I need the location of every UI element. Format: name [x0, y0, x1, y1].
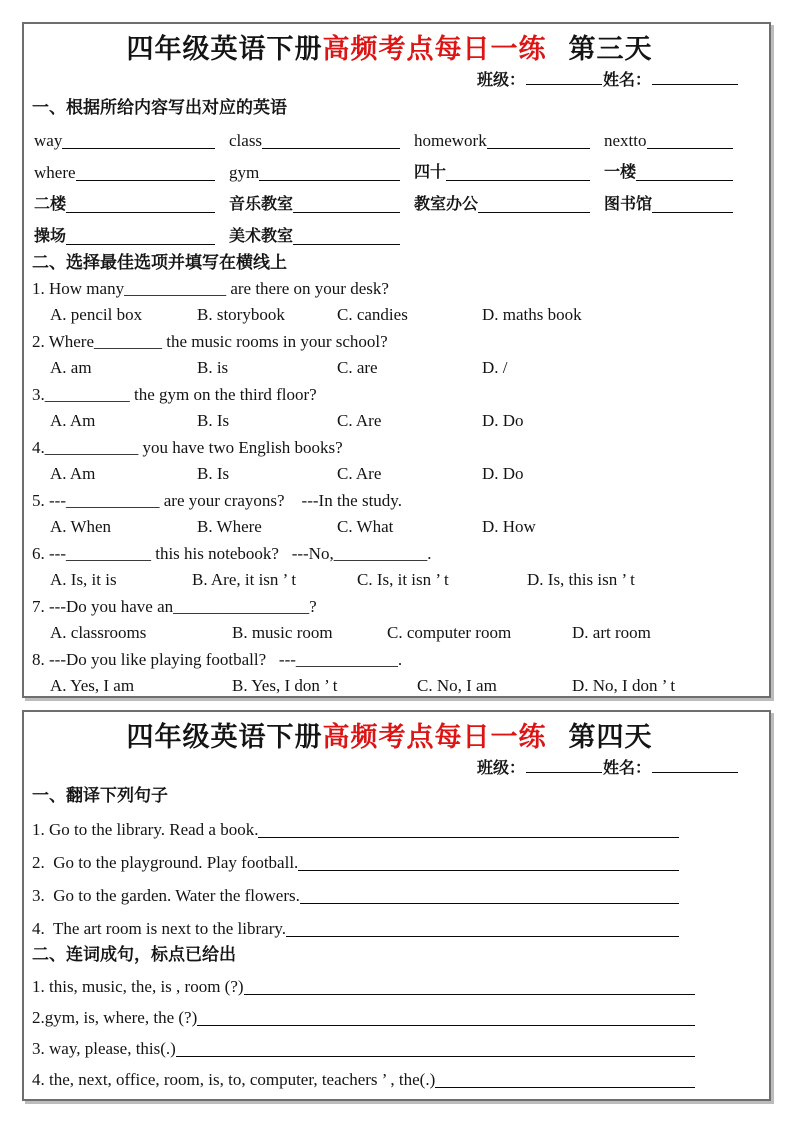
sentence-item: [32, 907, 747, 940]
answer-blank-line: [262, 148, 400, 149]
name-blank-line: [652, 71, 738, 85]
options-row: [32, 620, 747, 646]
sentence-item: [32, 998, 747, 1029]
option-c: C. candies: [337, 305, 408, 324]
vocab-term: 二楼: [34, 196, 67, 213]
vocab-item: [414, 152, 604, 184]
sentence-text: 4. the, next, office, room, is, to, computer, teachers ’ , the(.): [32, 1070, 436, 1089]
option-a: A. pencil box: [50, 305, 143, 324]
vocab-item: [229, 152, 414, 184]
vocab-term: 四十: [414, 164, 447, 181]
sentence-item: [32, 1029, 747, 1060]
vocab-term: homework: [414, 131, 487, 150]
question-item: [32, 487, 747, 540]
option-c: C. computer room: [387, 623, 512, 642]
option-a: A. Yes, I am: [50, 676, 135, 695]
question-stem: 2. Where________ the music rooms in your school?: [32, 332, 388, 351]
vocab-term: 一楼: [604, 164, 637, 181]
answer-blank-line: [286, 936, 679, 937]
answer-blank-line: [300, 903, 679, 904]
option-c: C. Are: [337, 464, 382, 483]
vocab-term: class: [229, 131, 263, 150]
vocab-term: 图书馆: [604, 196, 653, 213]
sentence-item: [32, 967, 747, 998]
option-b: B. Are, it isn ’ t: [192, 570, 297, 589]
translate-list: [32, 808, 747, 940]
option-b: B. Where: [197, 517, 262, 536]
option-a: A. Is, it is: [50, 570, 117, 589]
worksheet-day4: [22, 710, 771, 1101]
option-b: B. Yes, I don ’ t: [232, 676, 338, 695]
section-heading-reorder: 二、连词成句，标点已给出: [32, 945, 236, 964]
option-a: A. classrooms: [50, 623, 147, 642]
vocab-term: 美术教室: [229, 228, 294, 245]
option-a: A. When: [50, 517, 112, 536]
vocab-term: where: [34, 163, 76, 182]
option-d: D. How: [482, 517, 536, 536]
question-item: [32, 646, 747, 698]
vocab-item: [604, 120, 747, 152]
sentence-text: 3. Go to the garden. Water the flowers.: [32, 886, 300, 905]
options-row: [32, 514, 747, 540]
option-c: C. What: [337, 517, 394, 536]
vocab-item: [604, 184, 747, 216]
sentence-item: [32, 841, 747, 874]
title-day: 第三天: [568, 34, 653, 64]
options-row: [32, 408, 747, 434]
page-title: [32, 30, 747, 68]
question-stem: 3.__________ the gym on the third floor?: [32, 385, 317, 404]
option-d: D. Do: [482, 464, 524, 483]
sentence-text: 1. Go to the library. Read a book.: [32, 820, 259, 839]
section-heading-vocab: 一、根据所给内容写出对应的英语: [32, 98, 287, 117]
title-highlight: 高频考点每日一练: [322, 34, 547, 64]
sentence-text: 3. way, please, this(.): [32, 1039, 176, 1058]
vocab-item: [229, 184, 414, 216]
name-label: 姓名：: [602, 760, 651, 777]
answer-blank-line: [647, 148, 734, 149]
vocab-grid: [32, 120, 747, 248]
vocab-term: 操场: [34, 228, 67, 245]
question-stem: 1. How many____________ are there on your desk?: [32, 279, 389, 298]
worksheet-day3: [22, 22, 771, 698]
question-item: [32, 434, 747, 487]
options-row: [32, 567, 747, 593]
option-d: D. Is, this isn ’ t: [527, 570, 635, 589]
class-blank-line: [526, 71, 602, 85]
title-highlight: 高频考点每日一练: [322, 722, 547, 752]
question-stem: 5. ---___________ are your crayons? ---In the study.: [32, 491, 402, 510]
answer-blank-line: [446, 180, 590, 181]
title-text: 四年级英语下册: [126, 722, 323, 752]
class-name-line: [32, 756, 747, 781]
option-a: A. am: [50, 358, 92, 377]
sentence-text: 4. The art room is next to the library.: [32, 919, 286, 938]
option-d: D. art room: [572, 623, 651, 642]
option-a: A. Am: [50, 464, 96, 483]
vocab-item: [604, 152, 747, 184]
name-label: 姓名：: [602, 72, 651, 89]
vocab-item: [34, 120, 229, 152]
page-title: [32, 718, 747, 756]
answer-blank-line: [259, 180, 400, 181]
class-blank-line: [526, 759, 602, 773]
answer-blank-line: [66, 244, 215, 245]
answer-blank-line: [487, 148, 590, 149]
sentence-text: 1. this, music, the, is , room (?): [32, 977, 244, 996]
sentence-item: [32, 874, 747, 907]
question-item: [32, 328, 747, 381]
title-day: 第四天: [568, 722, 653, 752]
vocab-term: 音乐教室: [229, 196, 294, 213]
class-label: 班级：: [476, 760, 525, 777]
vocab-item: [34, 152, 229, 184]
option-c: C. No, I am: [417, 676, 497, 695]
sentence-text: 2.gym, is, where, the (?): [32, 1008, 198, 1027]
option-b: B. Is: [197, 464, 230, 483]
vocab-item: [34, 184, 229, 216]
option-a: A. Am: [50, 411, 96, 430]
sentence-item: [32, 808, 747, 841]
option-c: C. Is, it isn ’ t: [357, 570, 449, 589]
question-item: [32, 381, 747, 434]
options-row: [32, 461, 747, 487]
answer-blank-line: [636, 180, 733, 181]
answer-blank-line: [298, 870, 679, 871]
vocab-term: nextto: [604, 131, 647, 150]
class-name-line: [32, 68, 747, 93]
vocab-item: [34, 216, 229, 248]
answer-blank-line: [197, 1025, 695, 1026]
option-b: B. Is: [197, 411, 230, 430]
vocab-term: way: [34, 131, 63, 150]
question-stem: 4.___________ you have two English books?: [32, 438, 343, 457]
section-heading-translate: 一、翻译下列句子: [32, 786, 168, 805]
answer-blank-line: [62, 148, 215, 149]
question-stem: 8. ---Do you like playing football? ---____________.: [32, 650, 403, 669]
section-heading-choice: 二、选择最佳选项并填写在横线上: [32, 253, 287, 272]
options-row: [32, 673, 747, 698]
question-stem: 7. ---Do you have an________________?: [32, 597, 317, 616]
answer-blank-line: [652, 212, 733, 213]
sentence-item: [32, 1060, 747, 1091]
question-item: [32, 540, 747, 593]
option-c: C. Are: [337, 411, 382, 430]
multiple-choice-list: [32, 275, 747, 698]
options-row: [32, 302, 747, 328]
option-d: D. maths book: [482, 305, 582, 324]
title-text: 四年级英语下册: [126, 34, 323, 64]
option-d: D. Do: [482, 411, 524, 430]
option-b: B. is: [197, 358, 229, 377]
option-d: D. No, I don ’ t: [572, 676, 676, 695]
vocab-term: gym: [229, 163, 260, 182]
option-b: B. music room: [232, 623, 333, 642]
option-c: C. are: [337, 358, 378, 377]
question-item: [32, 593, 747, 646]
vocab-term: 教室办公: [414, 196, 479, 213]
answer-blank-line: [66, 212, 215, 213]
sentence-text: 2. Go to the playground. Play football.: [32, 853, 299, 872]
name-blank-line: [652, 759, 738, 773]
vocab-item: [414, 120, 604, 152]
vocab-item: [229, 120, 414, 152]
class-label: 班级：: [476, 72, 525, 89]
answer-blank-line: [293, 244, 400, 245]
answer-blank-line: [244, 994, 695, 995]
answer-blank-line: [176, 1056, 695, 1057]
reorder-list: [32, 967, 747, 1091]
answer-blank-line: [435, 1087, 695, 1088]
answer-blank-line: [258, 837, 679, 838]
question-stem: 6. ---__________ this his notebook? ---No,___________.: [32, 544, 432, 563]
vocab-item: [414, 184, 604, 216]
answer-blank-line: [478, 212, 590, 213]
question-item: [32, 275, 747, 328]
answer-blank-line: [293, 212, 400, 213]
answer-blank-line: [76, 180, 215, 181]
option-b: B. storybook: [197, 305, 285, 324]
vocab-item: [229, 216, 414, 248]
option-d: D. /: [482, 358, 508, 377]
options-row: [32, 355, 747, 381]
